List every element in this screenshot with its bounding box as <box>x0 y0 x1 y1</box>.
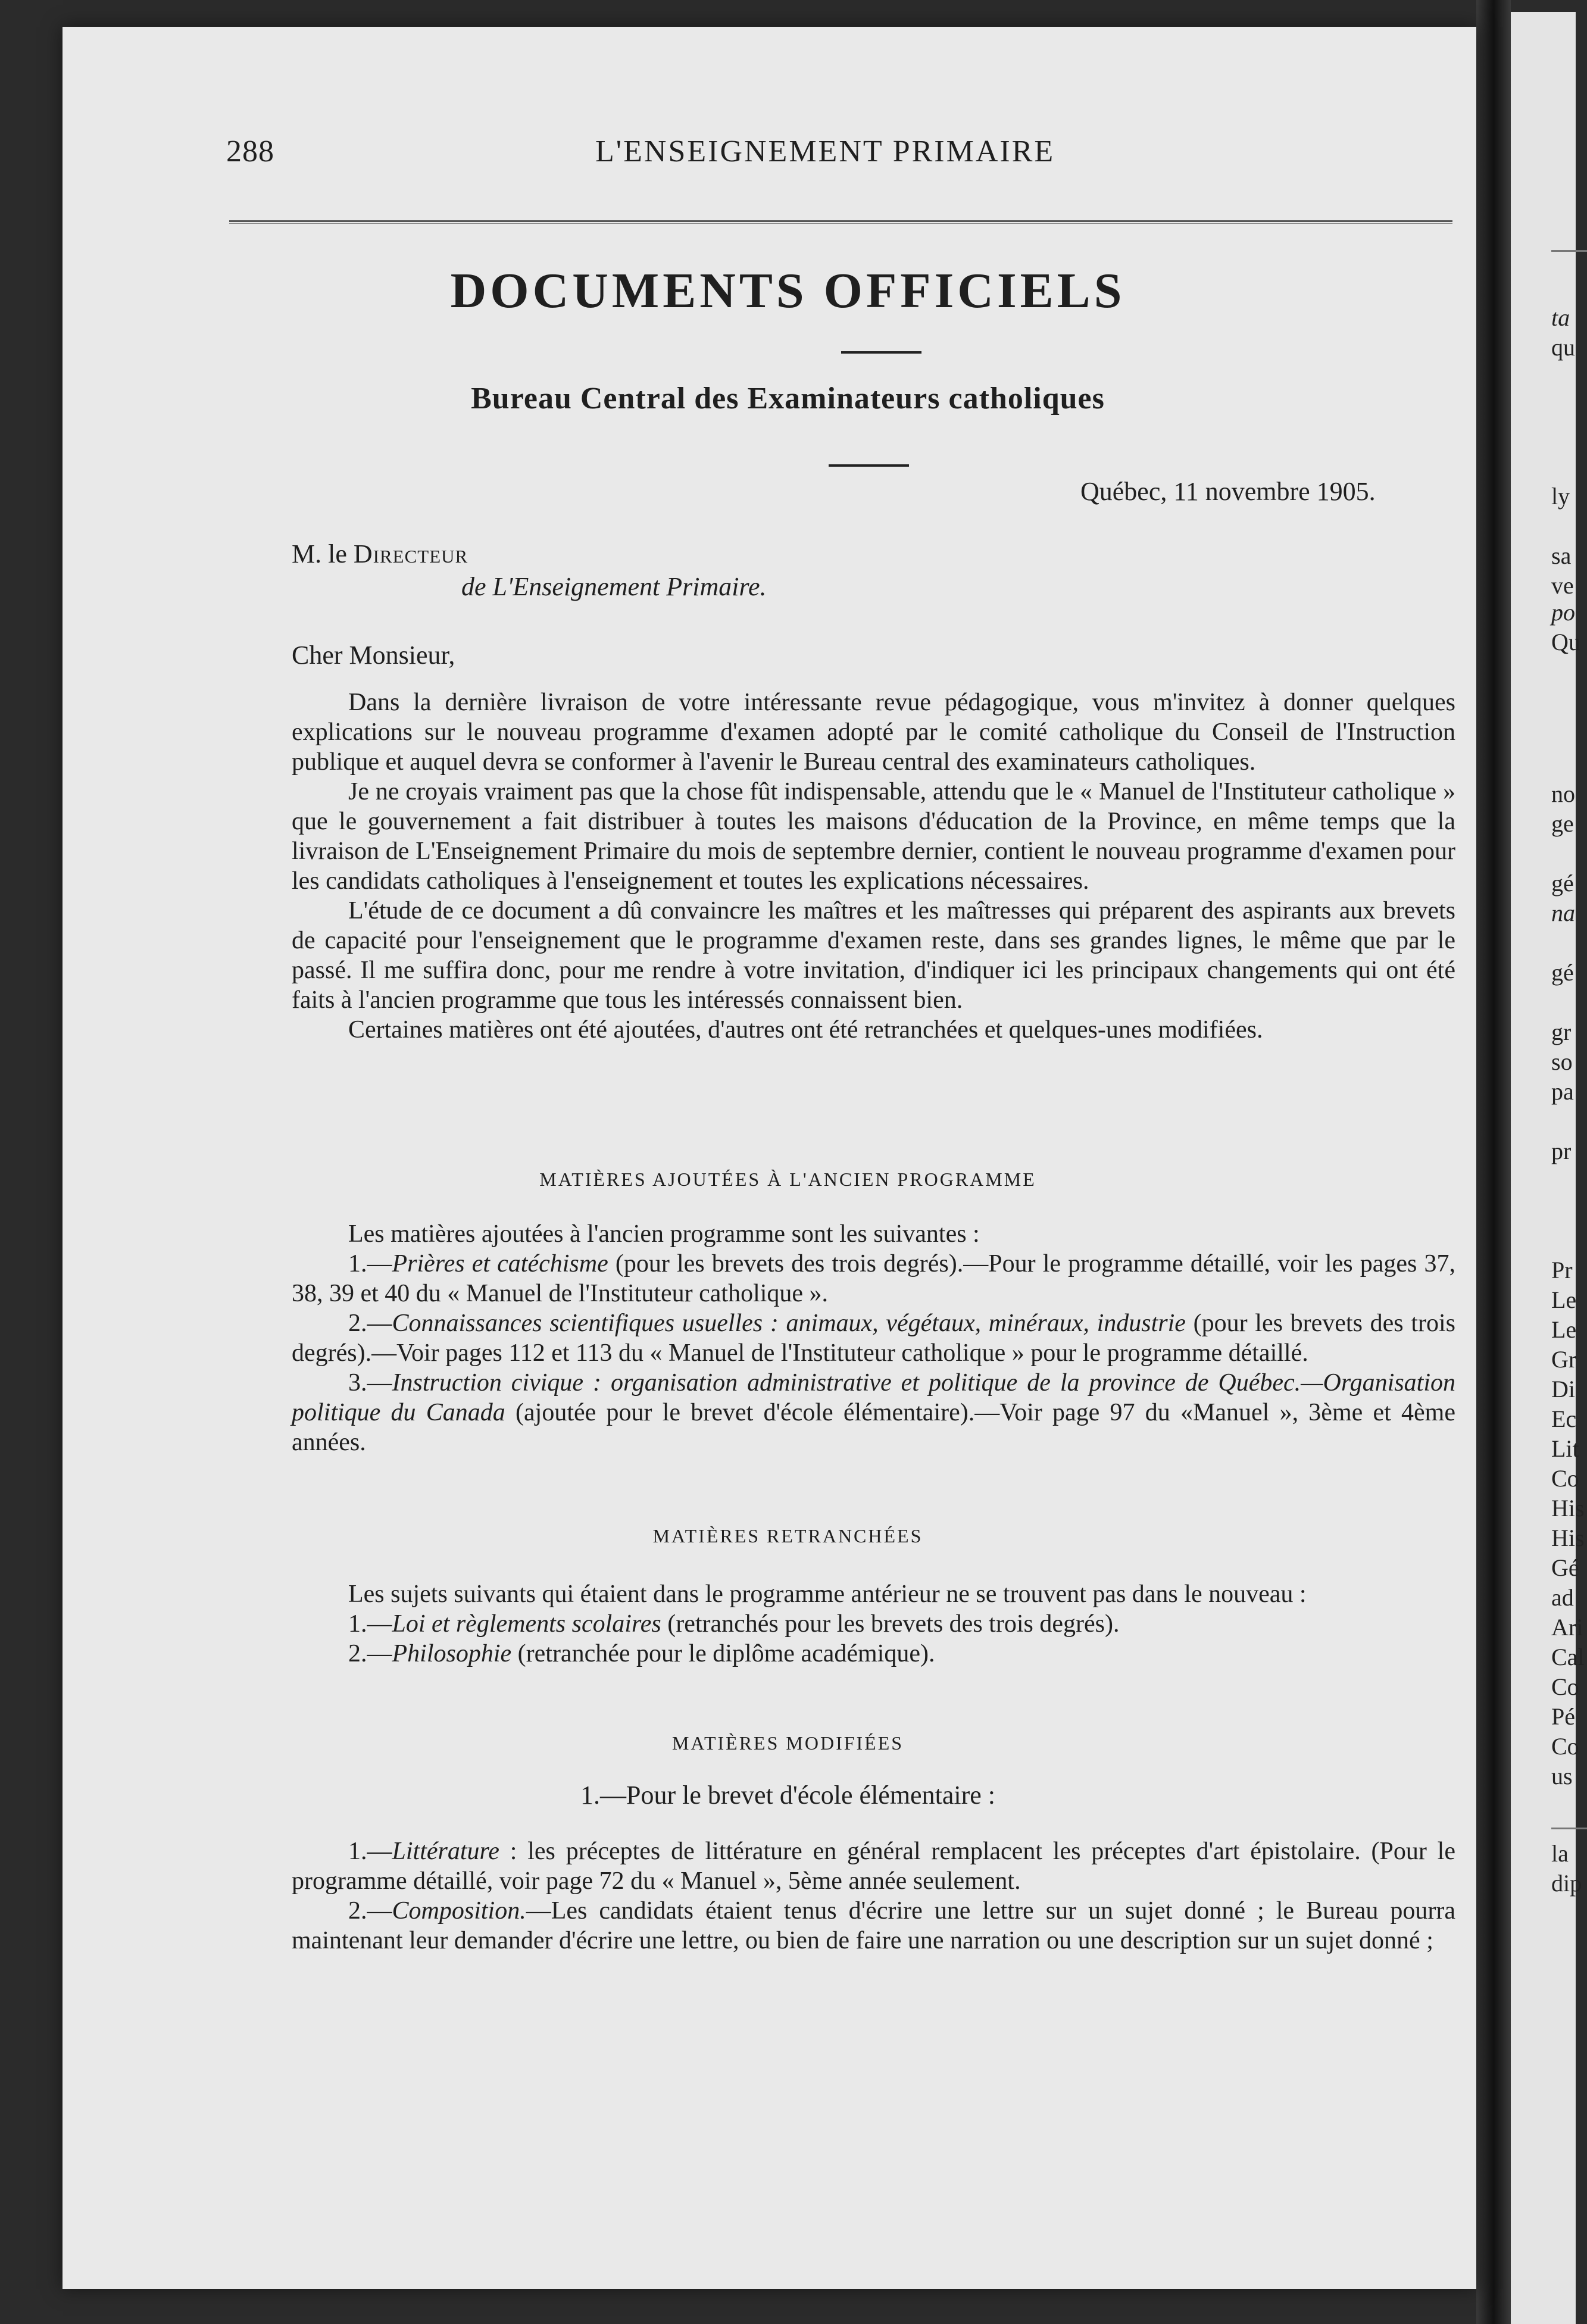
adjacent-page-fragment: sa <box>1551 542 1572 569</box>
adjacent-page-fragment: Pé <box>1551 1703 1575 1730</box>
adjacent-page-fragment: pa <box>1551 1078 1574 1105</box>
subtitle-rule <box>829 464 909 467</box>
item-number: 2.— <box>348 1640 392 1667</box>
item-subject: Composition. <box>392 1897 526 1925</box>
list-item <box>292 1609 1455 1639</box>
paragraph: Certaines matières ont été ajoutées, d'autres ont été retranchées et quelques-unes modifiées. <box>348 1016 1263 1044</box>
item-subject: Philosophie <box>392 1640 512 1667</box>
adjacent-page-fragment: ly <box>1551 483 1570 510</box>
page-number: 288 <box>226 135 274 168</box>
paragraph: Je ne croyais vraiment pas que la chose fût indispensable, attendu que le « Manuel de l'Instituteur catholique » que le gouvernement a fait distribuer à toutes les maisons d'éducation de la Province, en même temps que la livraison de L'Enseignement Primaire du mois de septembre dernier, contient le nouveau programme d'examen pour les candidats catholiques à l'enseignement et toutes les explications nécessaires. <box>292 778 1455 895</box>
adjacent-page-fragment: Ec <box>1551 1405 1577 1432</box>
item-number: 3.— <box>348 1369 392 1397</box>
adjacent-page-fragment: Le <box>1551 1286 1577 1313</box>
adjacent-page-fragment: ta <box>1551 304 1570 331</box>
letter-date: Québec, 11 novembre 1905. <box>1080 477 1376 506</box>
main-title: DOCUMENTS OFFICIELS <box>450 263 1126 318</box>
binding-gutter <box>1476 0 1511 2324</box>
item-subject: Prières et catéchisme <box>392 1250 608 1277</box>
adjacent-page-fragment: qu <box>1551 334 1575 361</box>
section-lead: Les matières ajoutées à l'ancien programme sont les suivantes : <box>348 1220 980 1248</box>
section-heading-modified: MATIÈRES MODIFIÉES <box>671 1732 904 1754</box>
adjacent-page-fragment: Gé <box>1551 1554 1579 1581</box>
adjacent-page-strip <box>1511 12 1585 2324</box>
adjacent-page-fragment: no <box>1551 780 1575 807</box>
item-number: 2.— <box>348 1897 392 1925</box>
adjacent-page-fragment: us <box>1551 1763 1573 1789</box>
salutation: Cher Monsieur, <box>292 641 455 670</box>
item-subject: Instruction civique : organisation administrative et politique de la province de Québec.—Organisation politique du Canada <box>292 1369 1455 1426</box>
paragraph: Dans la dernière livraison de votre intéressante revue pédagogique, vous m'invitez à donner quelques explications sur le nouveau programme d'examen adopté par le comité catholique du Conseil de l'Instruction publique et auquel devra se conformer à l'avenir le Bureau central des examinateurs catholiques. <box>292 689 1455 776</box>
adjacent-page-rule <box>1551 1828 1587 1829</box>
adjacent-page-fragment: la <box>1551 1840 1569 1867</box>
adjacent-page-fragment: ve <box>1551 572 1574 599</box>
adjacent-page-fragment: na <box>1551 899 1575 926</box>
section-added <box>292 1219 1455 1457</box>
subtitle: Bureau Central des Examinateurs catholiques <box>471 382 1105 416</box>
adjacent-page-fragment: His <box>1551 1495 1585 1522</box>
item-text: —Les candidats étaient tenus d'écrire une lettre sur un sujet donné ; le Bureau pourra maintenant leur demander d'écrire une lettre, ou bien de faire une narration ou une description sur un sujet donné ; <box>292 1897 1455 1954</box>
adjacent-page-fragment: Lit <box>1551 1435 1579 1462</box>
adjacent-page-fragment: His <box>1551 1525 1585 1551</box>
addressee-line <box>292 539 468 569</box>
list-item <box>292 1368 1455 1457</box>
adjacent-page-fragment: ad <box>1551 1584 1574 1611</box>
item-text: (retranchée pour le diplôme académique). <box>511 1640 935 1667</box>
item-text: (pour les brevets des trois degrés).—Voir pages 112 et 113 du « Manuel de l'Instituteur catholique » pour le programme détaillé. <box>292 1310 1455 1367</box>
adjacent-page-rule <box>1551 250 1587 252</box>
adjacent-page-fragment: gé <box>1551 870 1574 897</box>
section-heading-added: MATIÈRES AJOUTÉES À L'ANCIEN PROGRAMME <box>539 1169 1036 1190</box>
adjacent-page-fragment: dip <box>1551 1870 1582 1897</box>
adjacent-page-fragment: gé <box>1551 959 1574 986</box>
intro-text <box>292 688 1455 1045</box>
adjacent-page-fragment: Pr <box>1551 1257 1573 1283</box>
adjacent-page-fragment: Co <box>1551 1673 1579 1700</box>
header-rule <box>229 220 1452 224</box>
adjacent-page-fragment: Co <box>1551 1465 1579 1492</box>
item-text: (ajoutée pour le brevet d'école élémentaire).—Voir page 97 du «Manuel », 3ème et 4ème années. <box>292 1399 1455 1456</box>
item-text: : les préceptes de littérature en général remplacent les préceptes d'art épistolaire. (Pour le programme détaillé, voir page 72 du « Manuel », 5ème année seulement. <box>292 1838 1455 1895</box>
item-subject: Loi et règlements scolaires <box>392 1610 661 1638</box>
item-text: (retranchés pour les brevets des trois degrés). <box>661 1610 1120 1638</box>
title-rule <box>841 351 921 354</box>
addressee-title: Directeur <box>353 539 468 568</box>
adjacent-page-fragment: so <box>1551 1048 1573 1075</box>
adjacent-page-fragment: Ari <box>1551 1614 1583 1641</box>
adjacent-page-fragment: Cal <box>1551 1644 1585 1670</box>
section-lead: Les sujets suivants qui étaient dans le programme antérieur ne se trouvent pas dans le nouveau : <box>348 1580 1307 1608</box>
adjacent-page-fragment: gr <box>1551 1019 1572 1045</box>
section-heading-removed: MATIÈRES RETRANCHÉES <box>652 1525 923 1547</box>
adjacent-page-fragment: Di <box>1551 1376 1575 1402</box>
adjacent-page-fragment: ge <box>1551 810 1574 837</box>
adjacent-page-fragment: Co <box>1551 1733 1579 1760</box>
list-item <box>292 1896 1455 1956</box>
item-number: 2.— <box>348 1310 392 1337</box>
item-subject: Connaissances scientifiques usuelles : animaux, végétaux, minéraux, industrie <box>392 1310 1186 1337</box>
addressee-publication: de L'Enseignement Primaire. <box>461 572 767 601</box>
list-item <box>292 1308 1455 1368</box>
adjacent-page-fragment: Qu <box>1551 629 1580 655</box>
list-item <box>292 1639 1455 1669</box>
running-title: L'ENSEIGNEMENT PRIMAIRE <box>595 135 1055 168</box>
adjacent-page-fragment: pr <box>1551 1138 1572 1164</box>
section-modified <box>292 1836 1455 1956</box>
item-text: (pour les brevets des trois degrés).—Pour le programme détaillé, voir les pages 37, 38, 39 et 40 du « Manuel de l'Instituteur catholique ». <box>292 1250 1455 1307</box>
adjacent-page-fragment: Gr <box>1551 1346 1577 1373</box>
list-item <box>292 1249 1455 1308</box>
item-number: 1.— <box>348 1838 392 1865</box>
item-number: 1.— <box>348 1250 392 1277</box>
adjacent-page-fragment: po <box>1551 599 1575 626</box>
list-item <box>292 1836 1455 1896</box>
item-subject: Littérature <box>392 1838 499 1865</box>
section-subheading: 1.—Pour le brevet d'école élémentaire : <box>580 1781 995 1810</box>
section-removed <box>292 1579 1455 1669</box>
adjacent-page-fragment: Le <box>1551 1316 1577 1343</box>
paragraph: L'étude de ce document a dû convaincre les maîtres et les maîtresses qui préparent des aspirants aux brevets de capacité pour l'enseignement que le programme d'examen reste, dans ses grandes lignes, le même que par le passé. Il me suffira donc, pour me rendre à votre invitation, d'indiquer ici les principaux changements qui ont été faits à l'ancien programme que tous les intéressés connaissent bien. <box>292 897 1455 1014</box>
item-number: 1.— <box>348 1610 392 1638</box>
addressee-prefix: M. le <box>292 539 354 568</box>
